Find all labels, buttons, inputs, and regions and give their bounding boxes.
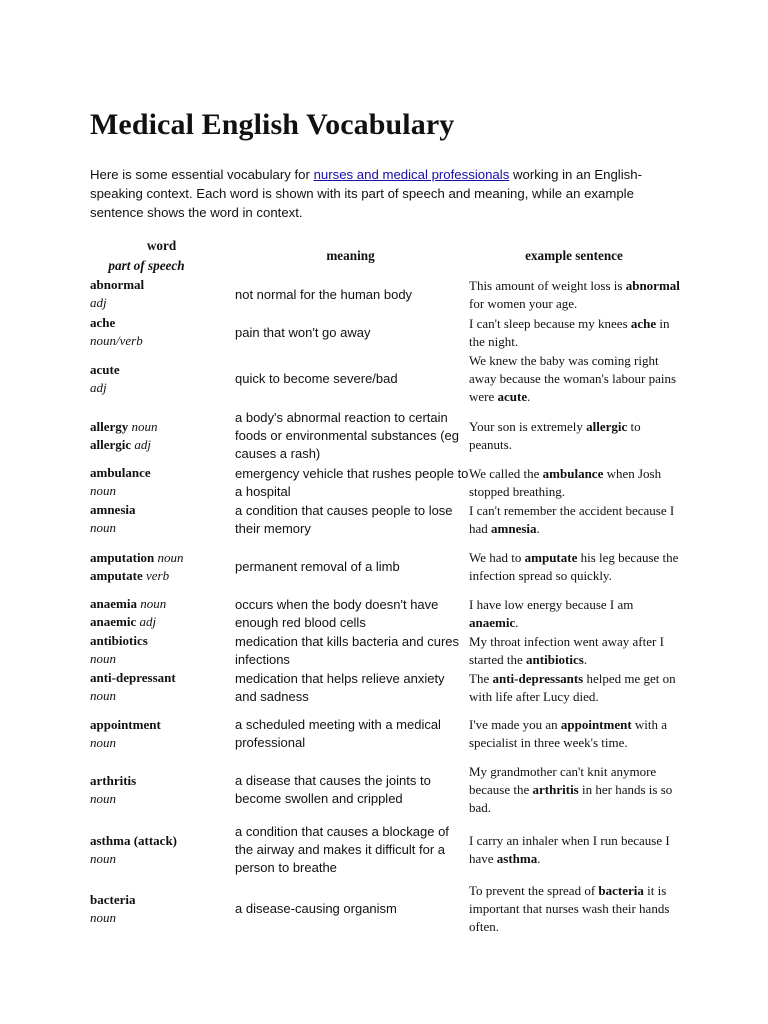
meaning-cell: pain that won't go away [235, 324, 371, 340]
vocab-word: ambulance [90, 465, 151, 480]
example-cell [469, 881, 680, 937]
meaning-cell: a condition that causes a blockage of the airway and makes it difficult for a person to breathe [235, 823, 449, 875]
meaning-cell: quick to become severe/bad [235, 371, 398, 386]
part-of-speech: adj [90, 295, 107, 310]
example-cell [469, 818, 680, 881]
meaning-cell: a scheduled meeting with a medical professional [235, 717, 441, 750]
header-meaning: meaning [326, 248, 375, 263]
word-cell [90, 669, 235, 706]
table-row [90, 276, 680, 314]
word-cell [90, 632, 235, 669]
vocab-word: ache [90, 315, 116, 330]
example-text: I carry an inhaler when I run because I have [469, 832, 670, 866]
vocab-word: allergic [90, 436, 132, 452]
meaning-cell: medication that kills bacteria and cures infections [235, 633, 460, 667]
part-of-speech: noun [90, 910, 116, 925]
table-row [90, 351, 680, 407]
example-keyword: allergic [586, 418, 628, 434]
word-line [90, 567, 235, 585]
example-cell [469, 501, 680, 538]
meaning-cell: a body's abnormal reaction to certain foods or environmental substances (eg causes a rash) [235, 409, 460, 461]
example-text: with a specialist in three week's time. [469, 717, 668, 750]
table-row [90, 706, 680, 762]
example-keyword: antibiotics [526, 651, 584, 667]
part-of-speech: adj [136, 614, 157, 629]
example-text: . [536, 520, 540, 536]
vocab-word: amputation [90, 549, 155, 565]
word-cell [90, 276, 235, 314]
word-cell [90, 881, 235, 937]
meaning-cell: medication that helps relieve anxiety and sadness [235, 670, 445, 704]
nurses-link[interactable]: nurses and medical professionals [313, 167, 510, 182]
word-cell [90, 595, 235, 632]
vocab-word: amputate [90, 567, 143, 583]
example-text: in her hands is so bad. [469, 782, 673, 815]
example-cell [469, 351, 680, 407]
example-text: We had to [469, 549, 525, 565]
word-line [90, 418, 235, 436]
example-text: I've made you an [469, 717, 561, 732]
meaning-cell: occurs when the body doesn't have enough red blood cells [235, 596, 439, 630]
word-cell [90, 464, 235, 501]
meaning-cell: a condition that causes people to lose their memory [235, 502, 453, 536]
word-line [90, 613, 235, 631]
example-text: in the night. [469, 315, 670, 349]
meaning-cell: not normal for the human body [235, 287, 413, 302]
part-of-speech: noun [90, 688, 116, 703]
example-text: . [527, 389, 531, 404]
vocab-word: anaemic [90, 614, 137, 629]
header-word: word [146, 238, 177, 253]
meaning-cell: emergency vehicle that rushes people to a hospital [235, 465, 469, 499]
example-text: I can't sleep because my knees [469, 315, 631, 331]
word-cell [90, 351, 235, 407]
example-text: The [469, 670, 493, 686]
example-cell [469, 595, 680, 632]
example-text: Your son is extremely [469, 418, 587, 434]
example-cell [469, 314, 680, 351]
example-keyword: acute [497, 389, 528, 404]
table-row [90, 538, 680, 595]
table-row [90, 762, 680, 818]
word-cell [90, 762, 235, 818]
word-line [90, 549, 235, 567]
part-of-speech: adj [90, 380, 107, 395]
word-cell [90, 538, 235, 595]
header-example-sentence: example sentence [525, 248, 623, 263]
word-cell [90, 314, 235, 351]
example-keyword: amputate [524, 549, 578, 565]
part-of-speech: noun [90, 735, 116, 750]
example-text: . [537, 850, 541, 866]
vocab-word: anti-depressant [90, 670, 176, 685]
intro-paragraph [90, 165, 675, 222]
intro-text-before: Here is some essential vocabulary for [90, 167, 314, 182]
example-keyword: abnormal [625, 278, 680, 293]
vocab-word: antibiotics [90, 633, 148, 648]
vocab-word: abnormal [90, 277, 145, 292]
table-row [90, 464, 680, 501]
example-cell [469, 706, 680, 762]
example-text: I have low energy because I am [469, 596, 634, 612]
example-keyword: anaemic [469, 614, 516, 630]
word-line [90, 595, 235, 613]
example-text: when Josh stopped breathing. [469, 465, 662, 499]
intro-text-after: working in an English-speaking context. Each word is shown with its part of speech and meaning, while an example sentence shows the word in context. [90, 167, 642, 220]
example-text: . [583, 651, 588, 667]
example-keyword: amnesia [491, 520, 537, 536]
example-keyword: ambulance [542, 465, 604, 481]
vocab-word: arthritis [90, 773, 137, 788]
table-row [90, 595, 680, 632]
vocab-word: acute [90, 362, 120, 377]
header-part-of-speech: part of speech [108, 258, 185, 273]
example-text: This amount of weight loss is [469, 278, 626, 293]
example-cell [469, 669, 680, 706]
vocab-word: appointment [90, 717, 161, 732]
part-of-speech: noun [128, 418, 158, 434]
example-text: My throat infection went away after I started the [469, 633, 664, 667]
example-keyword: appointment [560, 717, 632, 732]
word-cell [90, 706, 235, 762]
meaning-cell: a disease-causing organism [235, 901, 397, 916]
table-row [90, 501, 680, 538]
table-row [90, 632, 680, 669]
example-cell [469, 464, 680, 501]
example-text: helped me get on with life after Lucy died. [469, 670, 676, 704]
vocab-word: allergy [90, 418, 129, 434]
example-text: it is important that nurses wash their hands often. [469, 883, 670, 934]
part-of-speech: noun/verb [90, 333, 143, 348]
example-text: . [515, 614, 519, 630]
table-row [90, 314, 680, 351]
word-cell [90, 818, 235, 881]
word-line [90, 436, 235, 454]
part-of-speech: noun [90, 850, 116, 866]
table-row [90, 818, 680, 881]
table-row [90, 407, 680, 464]
vocab-word: asthma (attack) [90, 832, 178, 848]
part-of-speech: noun [90, 520, 116, 535]
word-cell [90, 407, 235, 464]
table-row [90, 669, 680, 706]
part-of-speech: noun [90, 651, 116, 666]
example-cell [469, 632, 680, 669]
example-text: We knew the baby was coming right away because the woman's labour pains were [469, 353, 677, 404]
part-of-speech: verb [142, 567, 170, 583]
vocab-word: amnesia [90, 502, 136, 517]
meaning-cell: permanent removal of a limb [235, 558, 400, 574]
example-keyword: arthritis [532, 782, 579, 797]
part-of-speech: adj [131, 436, 152, 452]
vocabulary-table [90, 276, 680, 937]
part-of-speech: noun [154, 549, 184, 565]
meaning-cell: a disease that causes the joints to become swollen and crippled [235, 773, 431, 806]
page-title: Medical English Vocabulary [90, 108, 455, 141]
example-cell [469, 276, 680, 314]
part-of-speech: noun [136, 596, 167, 611]
table-header [90, 236, 680, 276]
vocab-word: bacteria [90, 892, 136, 907]
example-cell [469, 407, 680, 464]
part-of-speech: noun [90, 791, 116, 806]
part-of-speech: noun [90, 483, 116, 498]
example-text: his leg because the infection spread so quickly. [469, 549, 679, 583]
example-keyword: anti-depressants [492, 670, 584, 686]
vocab-word: anaemia [90, 596, 137, 611]
example-keyword: bacteria [598, 883, 644, 898]
example-cell [469, 762, 680, 818]
word-cell [90, 501, 235, 538]
example-keyword: asthma [496, 850, 538, 866]
example-cell [469, 538, 680, 595]
example-text: My grandmother can't knit anymore because the [469, 764, 657, 797]
example-keyword: ache [630, 315, 657, 331]
example-text: for women your age. [469, 296, 578, 311]
example-text: I can't remember the accident because I had [469, 502, 675, 536]
table-row [90, 881, 680, 937]
example-text: To prevent the spread of [469, 883, 599, 898]
example-text: We called the [469, 465, 543, 481]
example-text: to peanuts. [469, 418, 641, 452]
